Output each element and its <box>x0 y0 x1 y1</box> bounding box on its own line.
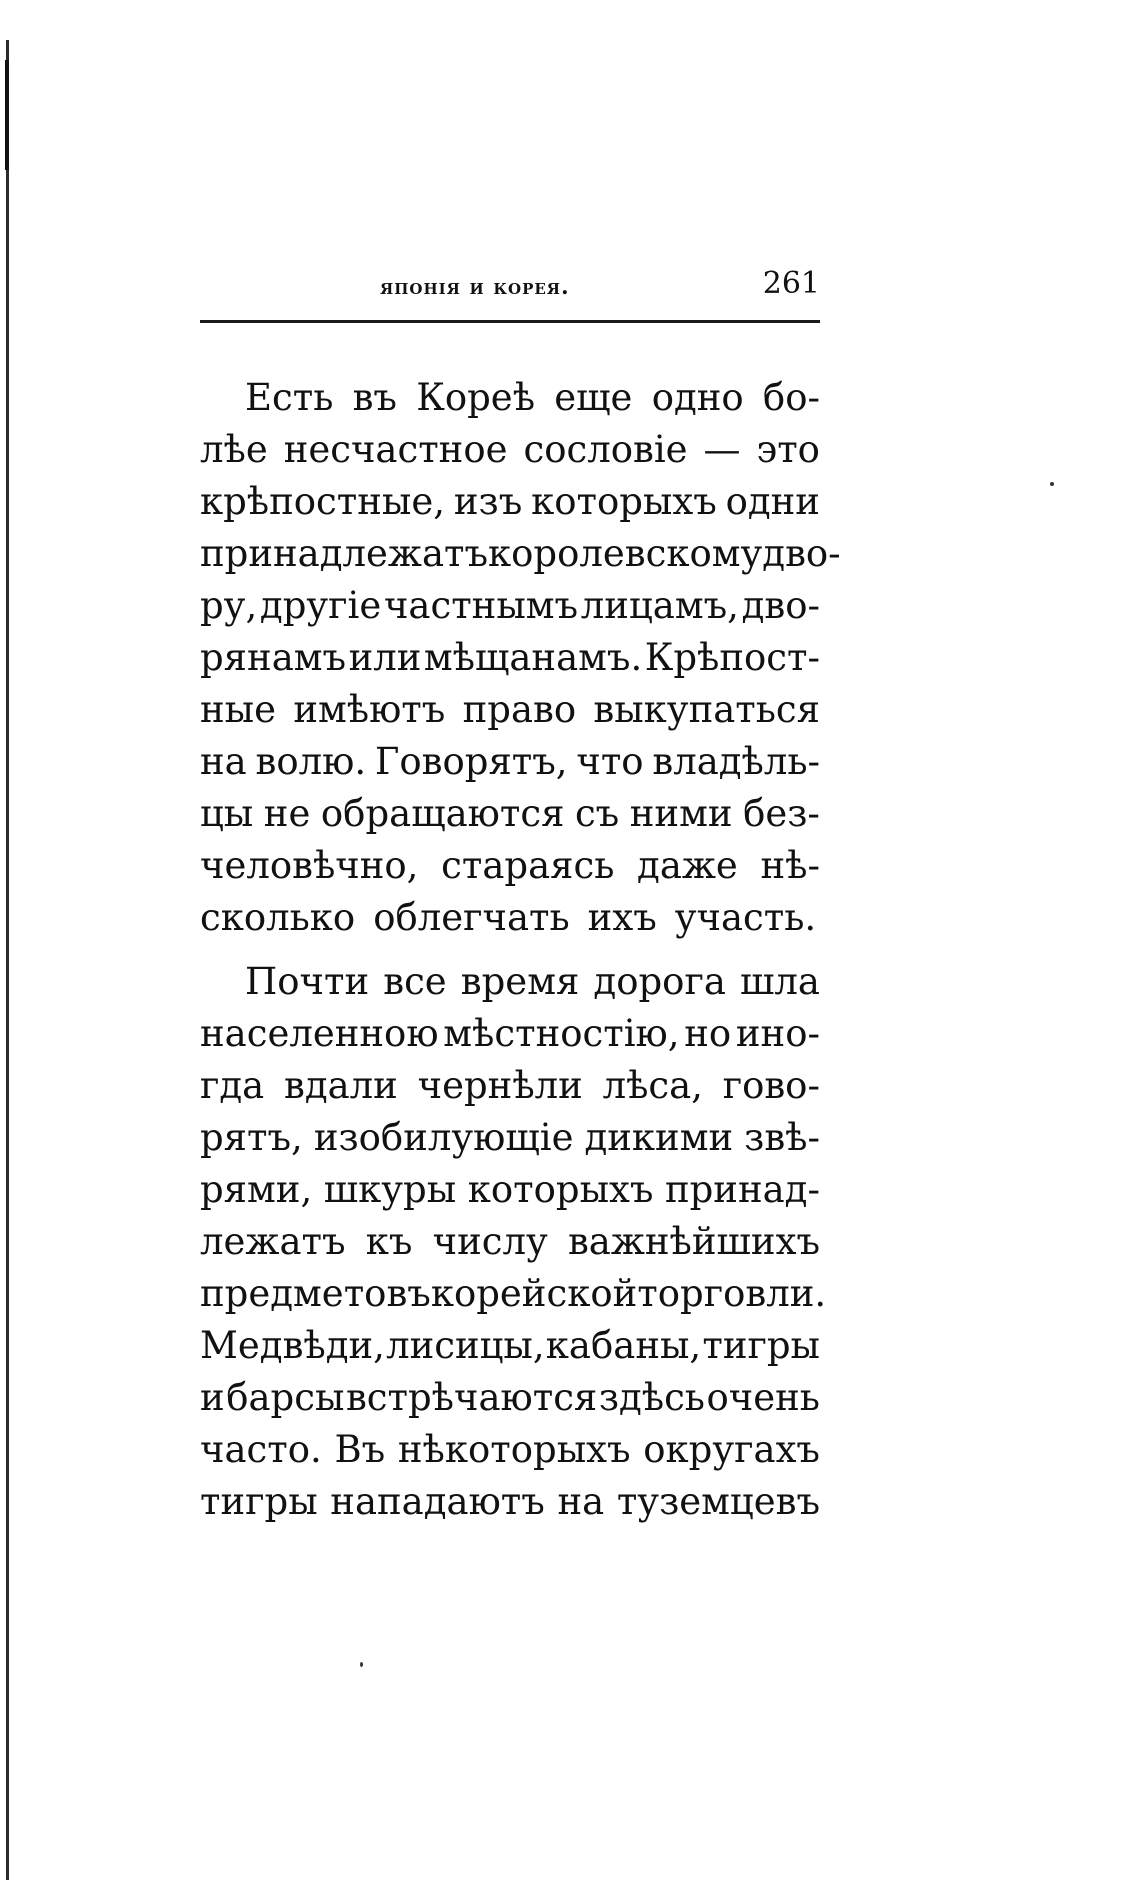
text-line: рями, шкуры которыхъ принад- <box>200 1168 820 1211</box>
text-line: гда вдали чернѣли лѣса, гово- <box>200 1064 820 1107</box>
running-head: японія и корея. <box>380 274 570 300</box>
text-line: рянамъ или мѣщанамъ. Крѣпост- <box>200 636 820 679</box>
text-line: человѣчно, стараясь даже нѣ- <box>200 844 820 887</box>
text-line: ные имѣютъ право выкупаться <box>200 688 820 731</box>
text-line: Медвѣди, лисицы, кабаны, тигры <box>200 1324 820 1367</box>
scan-edge-mark <box>5 60 9 170</box>
header-rule <box>200 320 820 323</box>
text-line: принадлежатъ королевскому дво- <box>200 532 841 575</box>
text-line: крѣпостные, изъ которыхъ одни <box>200 480 820 523</box>
scan-speck <box>1050 482 1054 486</box>
text-line: сколько облегчать ихъ участь. <box>200 896 817 939</box>
text-line: рятъ, изобилующіе дикими звѣ- <box>200 1116 820 1159</box>
text-line: и барсы встрѣчаются здѣсь очень <box>200 1376 820 1419</box>
page-number: 261 <box>762 266 820 301</box>
text-line: Почти все время дорога шла <box>245 960 820 1003</box>
text-line: тигры нападаютъ на туземцевъ <box>200 1480 820 1523</box>
text-line: лежатъ къ числу важнѣйшихъ <box>200 1220 820 1263</box>
text-line: на волю. Говорятъ, что владѣль- <box>200 740 820 783</box>
text-line: ру, другіе частнымъ лицамъ, дво- <box>200 584 820 627</box>
page-header <box>200 262 820 306</box>
text-line: лѣе несчастное сословіе — это <box>200 428 820 471</box>
scan-edge <box>6 40 9 1880</box>
text-line: часто. Въ нѣкоторыхъ округахъ <box>200 1428 820 1471</box>
text-line: населенною мѣстностію, но ино- <box>200 1012 820 1055</box>
text-line: Есть въ Кореѣ еще одно бо- <box>245 376 820 419</box>
text-line: цы не обращаются съ ними без- <box>200 792 820 835</box>
text-line: предметовъ корейской торговли. <box>200 1272 827 1315</box>
scan-speck <box>360 1662 363 1667</box>
body-text <box>200 372 841 1528</box>
paragraph <box>200 956 827 1528</box>
paragraph <box>200 372 841 944</box>
